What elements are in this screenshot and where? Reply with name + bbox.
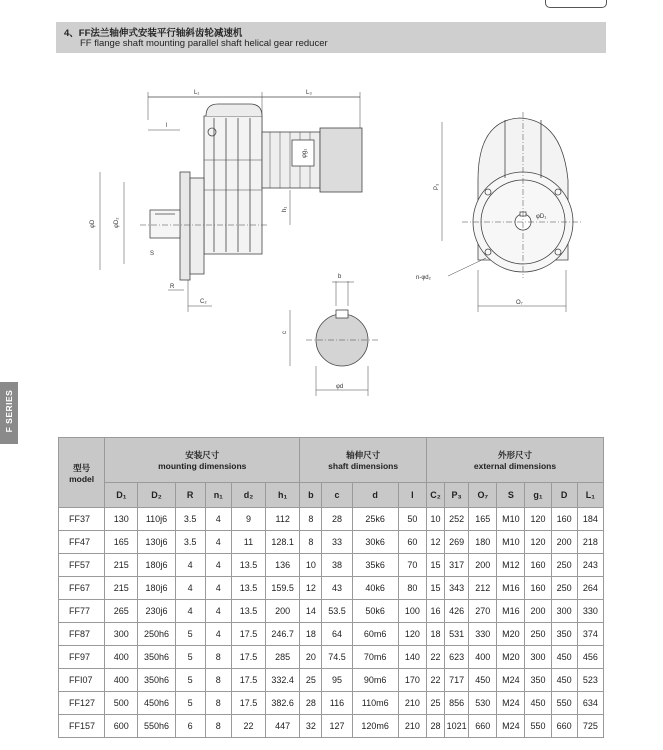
table-cell: 210 — [398, 715, 426, 738]
table-cell: 90m6 — [352, 669, 398, 692]
table-cell: 1021 — [445, 715, 469, 738]
table-row — [59, 600, 604, 623]
column-header: S — [497, 483, 525, 508]
model-cell: FF47 — [59, 531, 105, 554]
table-cell: 116 — [322, 692, 352, 715]
table-cell: 3.5 — [175, 508, 205, 531]
table-cell: 4 — [205, 531, 231, 554]
side-view-drawing — [100, 92, 362, 312]
table-row — [59, 577, 604, 600]
label-C2: C₂ — [200, 299, 207, 305]
label-h1: h₁ — [282, 206, 288, 212]
header-group-cn: 外形尺寸 — [497, 450, 532, 460]
table-cell: 25k6 — [352, 508, 398, 531]
table-cell: 250 — [551, 577, 577, 600]
table-cell: 10 — [300, 554, 322, 577]
table-cell: 50k6 — [352, 600, 398, 623]
table-cell: 120 — [525, 508, 551, 531]
table-cell: 70 — [398, 554, 426, 577]
table-cell: 500 — [105, 692, 138, 715]
table-cell: 523 — [577, 669, 603, 692]
table-cell: 252 — [445, 508, 469, 531]
table-cell: 22 — [426, 646, 444, 669]
table-cell: 343 — [445, 577, 469, 600]
table-cell: 74.5 — [322, 646, 352, 669]
table-cell: 11 — [231, 531, 265, 554]
header-model — [59, 438, 105, 508]
column-header: c — [322, 483, 352, 508]
table-cell: 180j6 — [138, 577, 175, 600]
table-cell: 212 — [469, 577, 497, 600]
table-cell: 18 — [300, 623, 322, 646]
table-cell: 64 — [322, 623, 352, 646]
table-cell: 8 — [205, 715, 231, 738]
table-cell: 400 — [469, 646, 497, 669]
label-c: c — [282, 331, 288, 334]
table-cell: 725 — [577, 715, 603, 738]
table-cell: 550 — [525, 715, 551, 738]
label-l: l — [166, 123, 168, 129]
table-cell: 330 — [469, 623, 497, 646]
table-cell: 200 — [469, 554, 497, 577]
table-row — [59, 646, 604, 669]
header-group-en: external dimensions — [473, 461, 557, 471]
model-cell: FF67 — [59, 577, 105, 600]
table-cell: 33 — [322, 531, 352, 554]
table-cell: 17.5 — [231, 692, 265, 715]
table-cell: 269 — [445, 531, 469, 554]
table-cell: 180j6 — [138, 554, 175, 577]
table-cell: 12 — [426, 531, 444, 554]
model-cell: FF77 — [59, 600, 105, 623]
table-cell: M16 — [497, 600, 525, 623]
table-cell: 350h6 — [138, 669, 175, 692]
table-cell: 8 — [300, 508, 322, 531]
table-cell: 22 — [231, 715, 265, 738]
header-group-cn: 轴伸尺寸 — [346, 450, 381, 460]
table-cell: 856 — [445, 692, 469, 715]
table-cell: 330 — [577, 600, 603, 623]
table-cell: 4 — [205, 508, 231, 531]
front-view-drawing — [442, 112, 582, 312]
table-cell: 40k6 — [352, 577, 398, 600]
table-cell: 17.5 — [231, 669, 265, 692]
table-cell: 250 — [525, 623, 551, 646]
table-cell: 160 — [525, 554, 551, 577]
table-cell: 246.7 — [266, 623, 300, 646]
label-O7: O₇ — [516, 300, 523, 306]
column-header-row — [59, 483, 604, 508]
column-header: D — [551, 483, 577, 508]
table-cell: 13.5 — [231, 577, 265, 600]
table-cell: 5 — [175, 623, 205, 646]
table-cell: 447 — [266, 715, 300, 738]
table-cell: 270 — [469, 600, 497, 623]
header-model-en: model — [69, 473, 95, 484]
column-header: n₁ — [205, 483, 231, 508]
label-ndz: n-φd₂ — [416, 275, 431, 281]
table-row — [59, 554, 604, 577]
table-cell: 8 — [205, 669, 231, 692]
table-cell: 70m6 — [352, 646, 398, 669]
column-header: h₁ — [266, 483, 300, 508]
table-cell: 250h6 — [138, 623, 175, 646]
header-group-shaft — [300, 438, 427, 483]
table-cell: 600 — [105, 715, 138, 738]
table-cell: 13.5 — [231, 600, 265, 623]
table-cell: 623 — [445, 646, 469, 669]
table-cell: 317 — [445, 554, 469, 577]
table-cell: 218 — [577, 531, 603, 554]
table-cell: 15 — [426, 554, 444, 577]
table-cell: 28 — [322, 508, 352, 531]
table-cell: 200 — [551, 531, 577, 554]
table-cell: 5 — [175, 669, 205, 692]
page-corner-tab — [545, 0, 607, 8]
table-cell: 110m6 — [352, 692, 398, 715]
table-cell: 332.4 — [266, 669, 300, 692]
table-cell: M20 — [497, 646, 525, 669]
table-cell: 215 — [105, 577, 138, 600]
table-cell: 531 — [445, 623, 469, 646]
column-header: d — [352, 483, 398, 508]
table-cell: M10 — [497, 508, 525, 531]
table-cell: 3.5 — [175, 531, 205, 554]
table-cell: 450 — [551, 669, 577, 692]
table-cell: 4 — [175, 554, 205, 577]
table-cell: 136 — [266, 554, 300, 577]
table-body — [59, 508, 604, 738]
table-cell: 230j6 — [138, 600, 175, 623]
table-cell: 450h6 — [138, 692, 175, 715]
table-cell: 165 — [105, 531, 138, 554]
table-cell: 53.5 — [322, 600, 352, 623]
table-cell: 8 — [205, 646, 231, 669]
table-cell: 4 — [205, 623, 231, 646]
table-cell: 4 — [205, 554, 231, 577]
table-row — [59, 531, 604, 554]
table-cell: 456 — [577, 646, 603, 669]
title-english: FF flange shaft mounting parallel shaft helical gear reducer — [80, 38, 328, 49]
label-R: R — [170, 284, 175, 290]
table-cell: 200 — [266, 600, 300, 623]
label-P3: P₃ — [434, 183, 440, 190]
table-cell: 80 — [398, 577, 426, 600]
table-cell: 400 — [105, 646, 138, 669]
table-cell: 50 — [398, 508, 426, 531]
label-D2: φD₂ — [114, 217, 120, 228]
table-cell: 300 — [551, 600, 577, 623]
label-d: φd — [336, 384, 344, 390]
table-cell: 60m6 — [352, 623, 398, 646]
table-cell: 8 — [205, 692, 231, 715]
table-row — [59, 715, 604, 738]
table-cell: 660 — [551, 715, 577, 738]
column-header: d₂ — [231, 483, 265, 508]
table-row — [59, 692, 604, 715]
table-cell: 112 — [266, 508, 300, 531]
table-cell: M20 — [497, 623, 525, 646]
table-cell: 400 — [105, 669, 138, 692]
table-cell: M16 — [497, 577, 525, 600]
model-cell: FF57 — [59, 554, 105, 577]
header-group-mounting — [105, 438, 300, 483]
table-row — [59, 508, 604, 531]
table-cell: 300 — [525, 646, 551, 669]
table-cell: 38 — [322, 554, 352, 577]
table-cell: 120m6 — [352, 715, 398, 738]
table-cell: 4 — [175, 577, 205, 600]
table-cell: 120 — [525, 531, 551, 554]
table-cell: 140 — [398, 646, 426, 669]
table-cell: 450 — [525, 692, 551, 715]
title-chinese: 4、FF法兰轴伸式安装平行轴斜齿轮减速机 — [64, 28, 243, 39]
table-cell: 130 — [105, 508, 138, 531]
table-cell: 128.1 — [266, 531, 300, 554]
column-header: g₁ — [525, 483, 551, 508]
table-cell: 15 — [426, 577, 444, 600]
table-cell: M24 — [497, 669, 525, 692]
table-cell: 25 — [426, 692, 444, 715]
table-cell: 530 — [469, 692, 497, 715]
table-cell: 120 — [398, 623, 426, 646]
table-cell: 10 — [426, 508, 444, 531]
table-cell: 100 — [398, 600, 426, 623]
table-cell: 717 — [445, 669, 469, 692]
table-cell: M24 — [497, 715, 525, 738]
table-cell: 165 — [469, 508, 497, 531]
table-cell: 127 — [322, 715, 352, 738]
column-header: l — [398, 483, 426, 508]
table-cell: 374 — [577, 623, 603, 646]
label-D1: φD₁ — [536, 214, 547, 220]
table-cell: 550h6 — [138, 715, 175, 738]
model-cell: FF157 — [59, 715, 105, 738]
table-cell: 215 — [105, 554, 138, 577]
table-cell: 450 — [551, 646, 577, 669]
table-cell: 28 — [300, 692, 322, 715]
shaft-section-drawing — [290, 281, 378, 396]
table-cell: 200 — [525, 600, 551, 623]
model-cell: FF37 — [59, 508, 105, 531]
header-group-cn: 安装尺寸 — [185, 450, 220, 460]
table-cell: 660 — [469, 715, 497, 738]
table-cell: 210 — [398, 692, 426, 715]
table-row — [59, 623, 604, 646]
model-cell: FF127 — [59, 692, 105, 715]
table-cell: 16 — [426, 600, 444, 623]
column-header: R — [175, 483, 205, 508]
table-cell: 159.5 — [266, 577, 300, 600]
table-cell: 4 — [205, 600, 231, 623]
label-L1: L₁ — [194, 90, 200, 96]
table-cell: 14 — [300, 600, 322, 623]
column-header: b — [300, 483, 322, 508]
table-cell: 170 — [398, 669, 426, 692]
header-group-en: mounting dimensions — [158, 461, 247, 471]
table-cell: 4 — [175, 600, 205, 623]
table-cell: 25 — [300, 669, 322, 692]
column-header: D₁ — [105, 483, 138, 508]
table-cell: 28 — [426, 715, 444, 738]
table-cell: M12 — [497, 554, 525, 577]
dimensions-table — [58, 437, 604, 738]
table-cell: 43 — [322, 577, 352, 600]
table-cell: 35k6 — [352, 554, 398, 577]
table-cell: 550 — [551, 692, 577, 715]
header-group-en: shaft dimensions — [328, 461, 399, 471]
table-cell: 60 — [398, 531, 426, 554]
table-cell: 17.5 — [231, 623, 265, 646]
table-cell: 5 — [175, 646, 205, 669]
model-cell: FF87 — [59, 623, 105, 646]
table-cell: 13.5 — [231, 554, 265, 577]
model-cell: FFI07 — [59, 669, 105, 692]
series-side-label: F SERIES — [4, 389, 14, 433]
table-cell: 184 — [577, 508, 603, 531]
table-cell: 22 — [426, 669, 444, 692]
table-cell: 350 — [525, 669, 551, 692]
label-S: S — [150, 251, 155, 257]
table-cell: 285 — [266, 646, 300, 669]
label-D: φD — [90, 219, 96, 228]
table-cell: 160 — [551, 508, 577, 531]
table-cell: 130j6 — [138, 531, 175, 554]
table-cell: 30k6 — [352, 531, 398, 554]
table-cell: 350h6 — [138, 646, 175, 669]
table-cell: 243 — [577, 554, 603, 577]
table-cell: 450 — [469, 669, 497, 692]
label-L3: L₃ — [306, 90, 312, 96]
table-cell: 350 — [551, 623, 577, 646]
table-cell: 8 — [300, 531, 322, 554]
table-cell: 32 — [300, 715, 322, 738]
table-cell: 9 — [231, 508, 265, 531]
column-header: D₂ — [138, 483, 175, 508]
column-header: C₂ — [426, 483, 444, 508]
technical-drawing — [0, 60, 663, 400]
label-b: b — [338, 274, 342, 280]
table-cell: 5 — [175, 692, 205, 715]
table-cell: 634 — [577, 692, 603, 715]
column-header: O₇ — [469, 483, 497, 508]
header-group-external — [426, 438, 603, 483]
table-cell: 18 — [426, 623, 444, 646]
table-cell: 20 — [300, 646, 322, 669]
label-g1: φg₁ — [302, 148, 308, 158]
table-cell: M10 — [497, 531, 525, 554]
header-model-cn: 型号 — [73, 462, 91, 473]
table-cell: 180 — [469, 531, 497, 554]
table-cell: M24 — [497, 692, 525, 715]
section-title-bar — [56, 22, 606, 53]
table-cell: 160 — [525, 577, 551, 600]
table-cell: 4 — [205, 577, 231, 600]
table-cell: 17.5 — [231, 646, 265, 669]
table-cell: 95 — [322, 669, 352, 692]
table-cell: 426 — [445, 600, 469, 623]
table-cell: 265 — [105, 600, 138, 623]
table-row — [59, 669, 604, 692]
table-cell: 264 — [577, 577, 603, 600]
table-cell: 12 — [300, 577, 322, 600]
table-cell: 6 — [175, 715, 205, 738]
table-cell: 300 — [105, 623, 138, 646]
table-cell: 250 — [551, 554, 577, 577]
column-header: P₃ — [445, 483, 469, 508]
table-cell: 110j6 — [138, 508, 175, 531]
table-cell: 382.6 — [266, 692, 300, 715]
model-cell: FF97 — [59, 646, 105, 669]
column-header: L₁ — [577, 483, 603, 508]
